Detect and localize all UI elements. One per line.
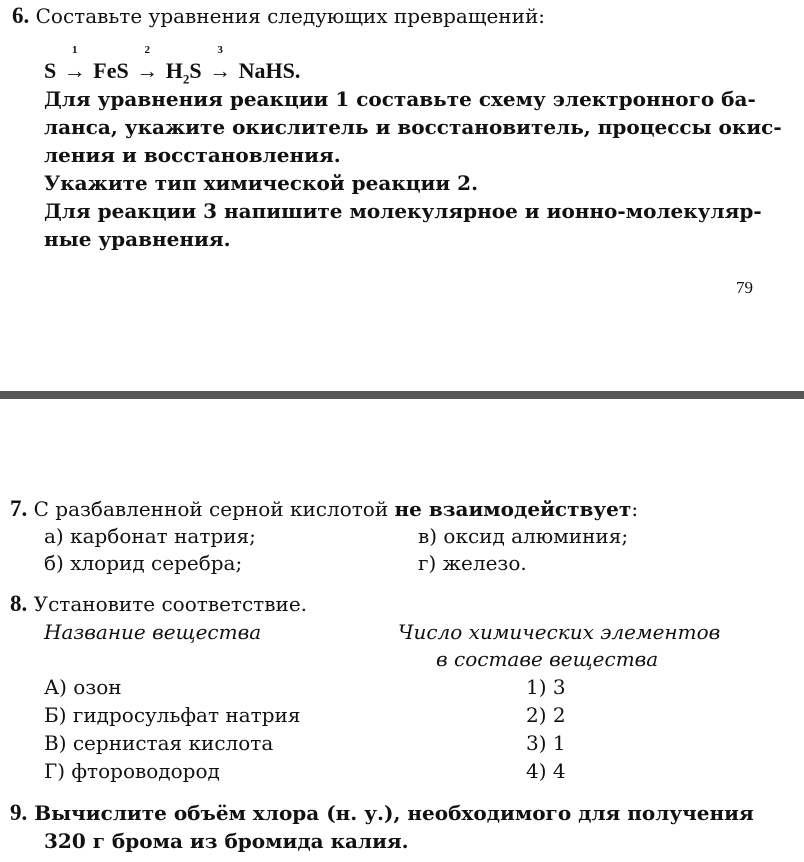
chain-step-2: 2	[144, 44, 150, 56]
task-6-line: Для уравнения реакции 1 составьте схему электронного ба-	[44, 87, 756, 111]
page-number: 79	[736, 278, 753, 297]
h2s-subscript: 2	[182, 71, 190, 87]
chain-arrow-1: 1 →	[63, 44, 86, 83]
task-8-title: Установите соответствие.	[33, 592, 308, 616]
task-8-number: 8.	[10, 591, 28, 616]
h2s-s: S	[189, 58, 202, 83]
task-7-emphasis: не взаимодействует	[394, 497, 632, 521]
task-7-heading	[10, 495, 638, 523]
task-9-line-2: 320 г брома из бромида калия.	[44, 829, 409, 853]
substance-item: В) сернистая кислота	[44, 731, 274, 755]
substance-item: Г) фтороводород	[44, 759, 220, 783]
element-count-item: 4) 4	[526, 759, 566, 783]
task-9-text-1: Вычислите объём хлора (н. у.), необходимого для получения	[34, 801, 754, 825]
task-6-line: ления и восстановления.	[44, 143, 341, 167]
task-7-option-a: а) карбонат натрия;	[44, 524, 256, 548]
element-count-item: 3) 1	[526, 731, 566, 755]
chain-step-3: 3	[217, 44, 223, 56]
substance-item: Б) гидросульфат натрия	[44, 703, 301, 727]
chain-substance-fes: FeS	[93, 58, 129, 83]
reaction-chain	[44, 44, 301, 87]
task-6-number: 6.	[12, 3, 30, 28]
column-header-left: Название вещества	[44, 620, 262, 644]
task-6-line: ные уравнения.	[44, 227, 231, 251]
task-8-heading	[10, 590, 307, 618]
column-header-right-1: Число химических элементов	[398, 620, 721, 644]
chain-step-1: 1	[72, 44, 78, 56]
element-count-item: 1) 3	[526, 675, 566, 699]
element-count-item: 2) 2	[526, 703, 566, 727]
task-7-option-c: в) оксид алюминия;	[418, 524, 629, 548]
chain-substance-nahs: NaHS.	[238, 58, 301, 83]
task-7-number: 7.	[10, 496, 28, 521]
task-6-line: Укажите тип химической реакции 2.	[44, 171, 479, 195]
h2s-h: H	[165, 58, 183, 83]
task-6-title: Составьте уравнения следующих превращений:	[35, 4, 546, 28]
task-6-line: Для реакции 3 напишите молекулярное и ионно-молекуляр-	[44, 199, 762, 223]
column-header-right-2: в составе вещества	[436, 647, 659, 671]
chain-arrow-2: 2 →	[136, 44, 159, 83]
page-divider	[0, 391, 804, 399]
task-9-line-1	[10, 799, 754, 827]
substance-item: А) озон	[44, 675, 122, 699]
task-9-number: 9.	[10, 800, 28, 825]
task-7-option-d: г) железо.	[418, 551, 527, 575]
task-6-heading	[12, 2, 545, 30]
task-7-option-b: б) хлорид серебра;	[44, 551, 243, 575]
chain-arrow-3: 3 →	[209, 44, 232, 83]
task-6-line: ланса, укажите окислитель и восстановитель, процессы окис-	[44, 115, 782, 139]
task-7-colon: :	[631, 497, 639, 521]
task-7-text: С разбавленной серной кислотой	[33, 497, 395, 521]
chain-substance-h2s	[165, 58, 202, 87]
chain-substance-s: S	[44, 58, 57, 83]
